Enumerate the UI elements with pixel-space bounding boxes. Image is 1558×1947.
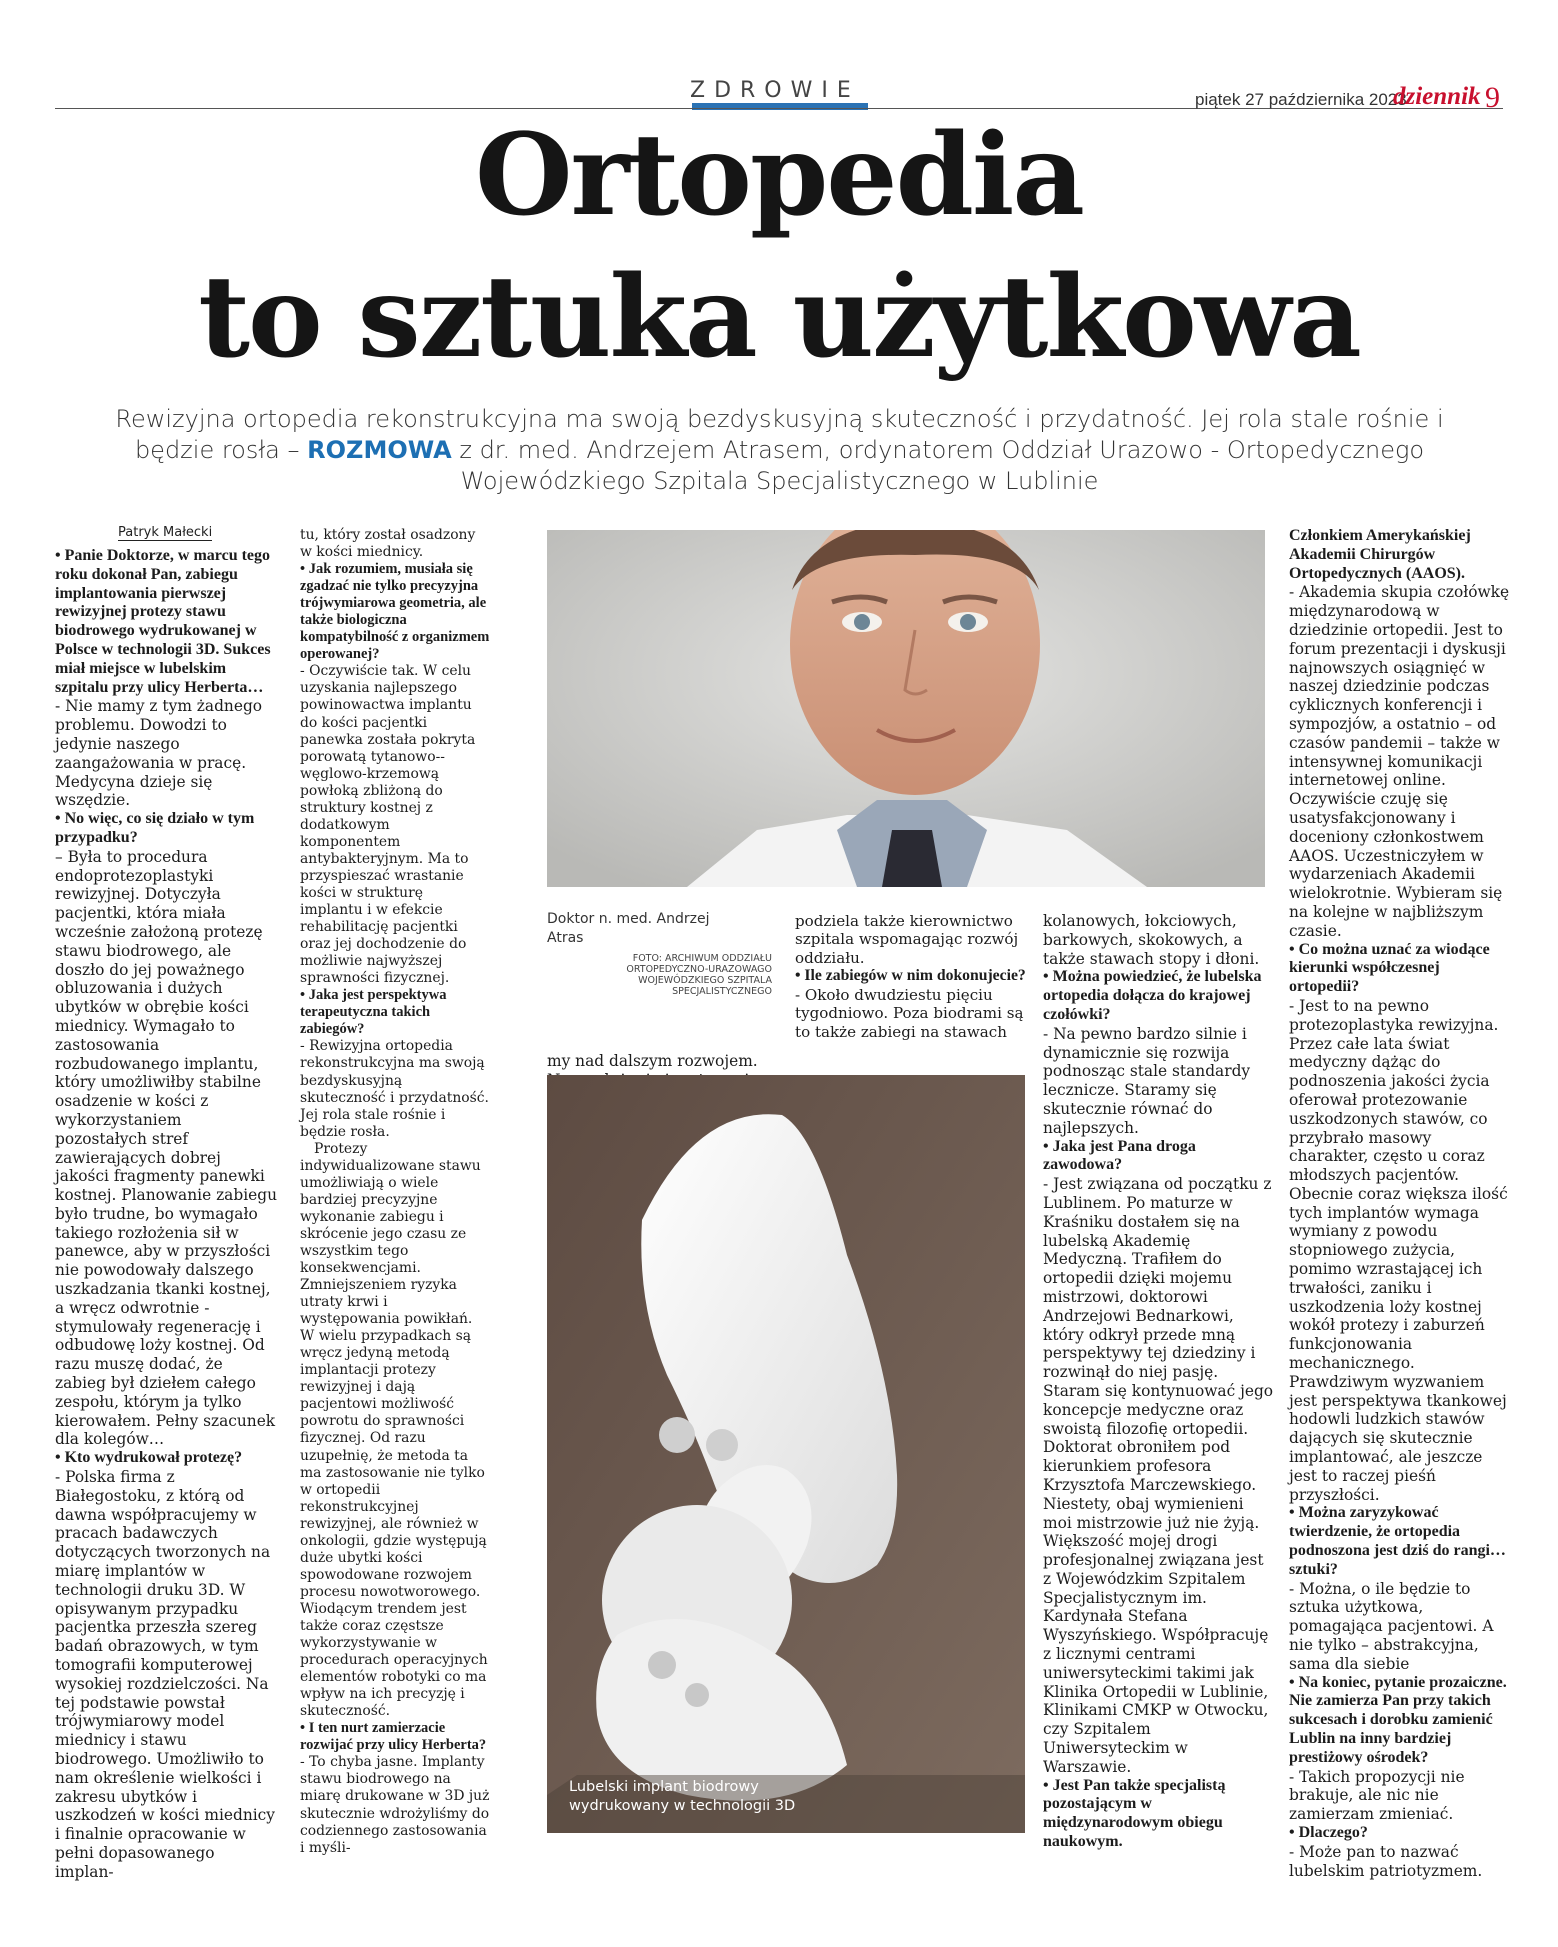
- newspaper-logo: dziennik: [1393, 83, 1481, 110]
- lead-paragraph: [72, 404, 1487, 497]
- column-4: [1043, 912, 1275, 1852]
- interview-answer: podziela także kierownictwo szpitala wspomagając rozwój oddziału.: [795, 912, 1019, 967]
- interview-question: • Panie Doktorze, w marcu tego roku dokonał Pan, zabiegu implantowania pierwszej rewizyjnej protezy stawu biodrowego wydrukowanej w Polsce w technologii 3D. Sukces miał miejsce w lubelskim szpitalu przy ulicy Herberta…: [55, 547, 271, 696]
- doctor-portrait-photo: [547, 530, 1265, 887]
- lead-highlight: ROZMOWA: [307, 436, 452, 464]
- interview-answer: kolanowych, łokciowych, barkowych, skokowych, a także stawach stopy i dłoni.: [1043, 912, 1260, 968]
- issue-date: piątek 27 października 2023: [1195, 90, 1407, 109]
- interview-answer: - Polska firma z Białegostoku, z którą od dawna współpracujemy w pracach badawczych dotyczących tworzonych na miarę implantów w technologii druku 3D. W opisywanym przypadku pacjentka przeszła szereg badań obrazowych, w tym tomografii komputerowej wysokiej rozdzielczości. Na tej podstawie powstał trójwymiarowy model miednicy i stawu biodrowego. Umożliwiło to nam określenie wielkości i zakresu ubytków i uszkodzeń w kości miednicy i finalnie opracowanie w pełni dopasowanego implan-: [55, 1468, 276, 1881]
- photo2-caption-line2: wydrukowany w technologii 3D: [569, 1798, 796, 1814]
- interview-question: • Dlaczego?: [1289, 1823, 1368, 1841]
- implant-photo: [547, 1075, 1025, 1833]
- interview-answer: - Jest związana od początku z Lublinem. Po maturze w Kraśniku dostałem się na lubelską Akademię Medyczną. Trafiłem do ortopedii dzięki mojemu mistrzowi, doktorowi Andrzejowi Bednarkowi, który odkrył przede mną perspektywy tej dziedziny i rozwinął do niej pasję. Staram się kontynuować jego koncepcje medyczne oraz swoistą filozofię ortopedii. Doktorat obroniłem pod kierunkiem profesora Krzysztofa Marczewskiego. Niestety, obaj wymienieni moi mistrzowie już nie żyją. Większość mojej drogi profesjonalnej związana jest z Wojewódzkim Szpitalem Specjalistycznym im. Kardynała Stefana Wyszyńskiego. Współpracuję z licznymi centrami uniwersyteckimi takimi jak Klinika Ortopedii w Lublinie, Klinikami CMKP w Otwocku, czy Szpitalem Uniwersyteckim w Warszawie.: [1043, 1175, 1274, 1776]
- headline-line2: to sztuka użytkowa: [198, 252, 1360, 383]
- lead-part1: Rewizyjna ortopedia rekonstrukcyjna ma swoją bezdyskusyjną skuteczność i przydatność. Jej rola stale rośnie i będzie rosła –: [115, 405, 1444, 464]
- interview-answer: - Takich propozycji nie brakuje, ale nic nie zamierzam zmieniać.: [1289, 1767, 1465, 1824]
- interview-question: Członkiem Amerykańskiej Akademii Chirurgów Ortopedycznych (AAOS).: [1289, 527, 1471, 582]
- paragraph: my nad dalszym rozwojem.: [547, 1052, 758, 1070]
- interview-question: • Można zaryzykować twierdzenie, że ortopedia podnoszona jest dziś do rangi… sztuki?: [1289, 1504, 1506, 1578]
- photo2-caption: [569, 1778, 795, 1816]
- photo2-caption-line1: Lubelski implant biodrowy: [569, 1779, 759, 1795]
- interview-answer: - Na pewno bardzo silnie i dynamicznie się rozwija podnosząc stale standardy lecznicze. Staramy się skutecznie równać do najlepszych.: [1043, 1024, 1251, 1137]
- interview-answer: - Oczywiście tak. W celu uzyskania najlepszego powinowactwa implantu do kości pacjentki panewka została pokryta porowatą tytanowo--węglowo-krzemową powłoką zbliżoną do struktury kostnej z dodatkowym komponentem antybakteryjnym. Ma to przyspieszać wrastanie kości w strukturę implantu i w efekcie rehabilitację pacjentki oraz jej dochodzenie do możliwie najwyższej sprawności fizycznej.: [300, 663, 476, 987]
- interview-answer: tu, który został osadzony w kości miednicy.: [300, 527, 476, 561]
- portrait-illustration: [547, 530, 1265, 887]
- column-3-continued: [795, 912, 1027, 1041]
- implant-illustration: [547, 1075, 1025, 1833]
- interview-answer: - Może pan to nazwać lubelskim patriotyzmem.: [1289, 1842, 1483, 1880]
- photo1-caption: Doktor n. med. Andrzej Atras: [547, 911, 710, 946]
- interview-answer: - Można, o ile będzie to sztuka użytkowa, pomagająca pacjentowi. A nie tylko – abstrakcyjna, sama dla siebie: [1289, 1579, 1494, 1673]
- lead-part2: z dr. med. Andrzejem Atrasem, ordynatorem Oddział Urazowo - Ortopedycznego Wojewódzkiego Szpitala Specjalistycznego w Lublinie: [459, 436, 1425, 495]
- interview-question: • Jaka jest perspektywa terapeutyczna takich zabiegów?: [300, 987, 447, 1038]
- interview-answer: – Była to procedura endoprotezoplastyki rewizyjnej. Dotyczyła pacjentki, która miała wcześnie założoną protezę stawu biodrowego, ale doszło do jej poważnego obluzowania i dużych ubytków w obrębie kości miednicy. Wymagało to zastosowania rozbudowanego implantu, który umożliwiłby stabilne osadzenie w kości z wykorzystaniem pozostałych stref zawierających dobrej jakości fragmenty panewki kostnej. Planowanie zabiegu było trudne, bo wymagało takiego rozłożenia sił w panewce, aby w przyszłości nie powodowały dalszego uszkadzania tkanki kostnej, a wręcz odwrotnie - stymulowały regenerację i odbudowę loży kostnej. Od razu muszę dodać, że zabieg był dziełem całego zespołu, którym ja tylko kierowałem. Pełny szacunek dla kolegów…: [55, 847, 277, 1449]
- photo1-credit: FOTO: ARCHIWUM ODDZIAŁU ORTOPEDYCZNO-URAZOWAGO WOJEWÓDZKIEGO SZPITALA SPECJALISTYCZNEGO: [626, 953, 772, 997]
- interview-answer: - Akademia skupia czołówkę międzynarodową w dziedzinie ortopedii. Jest to forum prezentacji i dyskusji najnowszych osiągnięć w naszej dziedzinie podczas cyklicznych konferencji i sympozjów, a ostatnio – od czasów pandemii – także w intensywnej komunikacji internetowej online. Oczywiście czuję się usatysfakcjonowany i doceniony członkostwem AAOS. Uczestniczyłem w wydarzeniach Akademii wielokrotnie. Wybieram się na kolejne w najbliższym czasie.: [1289, 583, 1510, 940]
- interview-answer: - Około dwudziestu pięciu tygodniowo. Poza biodrami są to także zabiegi na stawach: [795, 985, 1024, 1041]
- interview-question: • No więc, co się działo w tym przypadku?: [55, 810, 255, 846]
- interview-question: • I ten nurt zamierzacie rozwijać przy ulicy Herberta?: [300, 1720, 487, 1754]
- column-2: [300, 527, 490, 1857]
- interview-question: • Kto wydrukował protezę?: [55, 1449, 243, 1467]
- column-5: [1289, 527, 1511, 1880]
- headline-line1: Ortopedia: [474, 110, 1083, 241]
- interview-question: • Można powiedzieć, że lubelska ortopedia dołącza do krajowej czołówki?: [1043, 968, 1262, 1023]
- interview-question: • Jaka jest Pana droga zawodowa?: [1043, 1137, 1196, 1174]
- interview-answer: Protezy indywidualizowane stawu umożliwiają o wiele bardziej precyzyjne wykonanie zabiegu i skrócenie jego czasu ze wszystkim tego konsekwencjami. Zmniejszeniem ryzyka utraty krwi i występowania powikłań. W wielu przypadkach są wręcz jedyną metodą implantacji protezy rewizyjnej i dają pacjentowi możliwość powrotu do sprawności fizycznej. Od razu uzupełnię, że metoda ta ma zastosowanie nie tylko w ortopedii rekonstrukcyjnej rewizyjnej, ale również w onkologii, gdzie występują duże ubytki kości spowodowane rozwojem procesu nowotworowego. Wiodącym trendem jest także coraz częstsze wykorzystywanie w procedurach operacyjnych elementów robotyki co ma wpływ na ich precyzję i skuteczność.: [300, 1140, 488, 1720]
- interview-answer: - Rewizyjna ortopedia rekonstrukcyjna ma swoją bezdyskusyjną skuteczność i przydatność. Jej rola stale rośnie i będzie rosła.: [300, 1038, 489, 1140]
- interview-question: • Na koniec, pytanie prozaiczne. Nie zamierza Pan przy takich sukcesach i dorobku zamienić Lublin na inny bardziej prestiżowy ośrodek?: [1289, 1673, 1507, 1766]
- page-number: 9: [1485, 81, 1500, 114]
- interview-question: • Jest Pan także specjalistą pozostającym w międzynarodowym obiegu naukowym.: [1043, 1776, 1226, 1851]
- interview-answer: - Jest to na pewno protezoplastyka rewizyjna. Przez całe lata świat medyczny dążąc do podnoszenia jakości życia oferował protezowanie uszkodzonych stawów, co przybrało masowy charakter, często u coraz młodszych pacjentów. Obecnie coraz większa ilość tych implantów wymaga wymiany z powodu stopniowego zużycia, pomimo wzrastającej ich trwałości, zaniku i uszkodzenia loży kostnej wokół protezy i zaburzeń funkcjonowania mechanicznego. Prawdziwym wyzwaniem jest perspektywa tkankowej hodowli ludzkich stawów dających się skutecznie implantować, ale jeszcze jest to raczej pieśń przyszłości.: [1289, 996, 1508, 1504]
- section-label: ZDROWIE: [690, 78, 860, 103]
- interview-question: • Ile zabiegów w nim dokonujecie?: [795, 967, 1026, 985]
- column-1: [55, 547, 277, 1882]
- interview-answer: - Nie mamy z tym żadnego problemu. Dowodzi to jedynie naszego zaangażowania w pracę. Medycyna dzieje się wszędzie.: [55, 697, 263, 810]
- interview-answer: - To chyba jasne. Implanty stawu biodrowego na miarę drukowane w 3D już skutecznie wdrożyliśmy do codziennego zastosowania i myśli-: [300, 1754, 490, 1856]
- author-byline: Patryk Małecki: [118, 525, 213, 540]
- interview-question: • Co można uznać za wiodące kierunki współczesnej ortopedii?: [1289, 940, 1490, 996]
- interview-question: • Jak rozumiem, musiała się zgadzać nie tylko precyzyjna trójwymiarowa geometria, ale także biologiczna kompatybilność z organizmem operowanej?: [300, 561, 490, 663]
